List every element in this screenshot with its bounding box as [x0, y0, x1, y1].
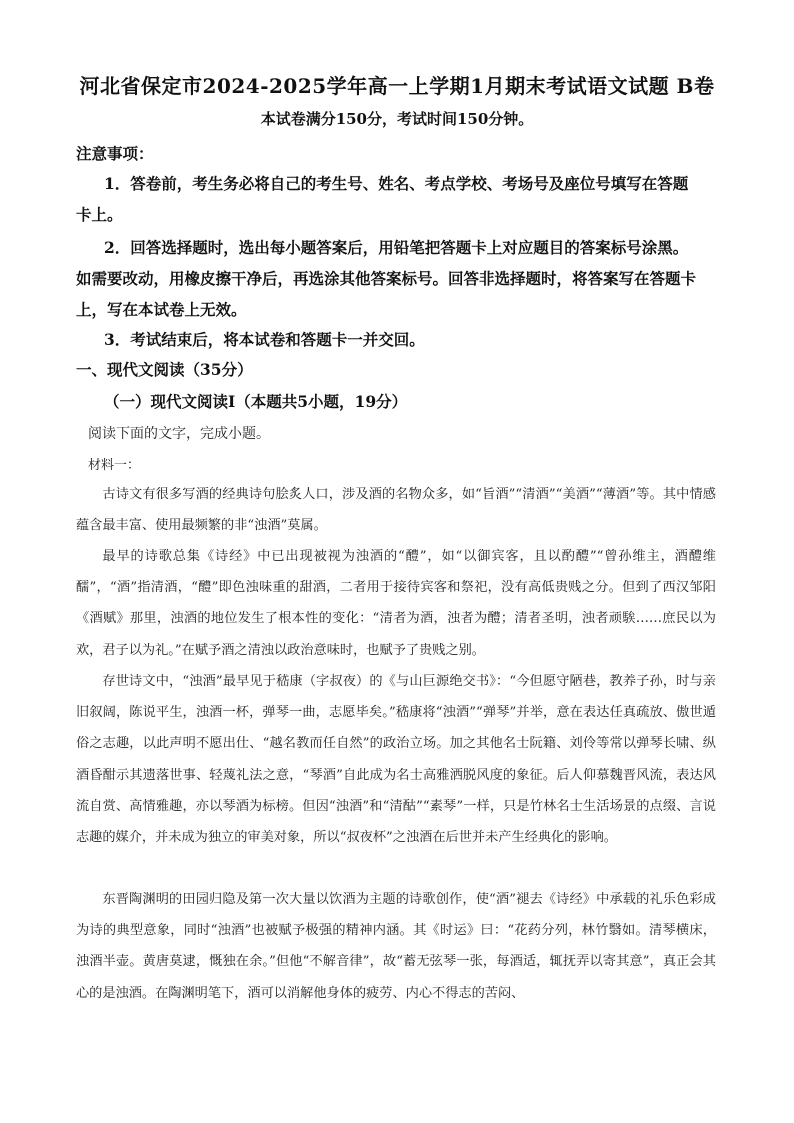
material-label: 材料一： — [88, 458, 141, 473]
passage-paragraph-1: 古诗文有很多写酒的经典诗句脍炙人口，涉及酒的名物众多，如“旨酒”“清酒”“美酒”“薄酒”等。其中情感蕴含最丰富、使用最频繁的非“浊酒”莫属。 — [76, 487, 716, 534]
reading-instruction: 阅读下面的文字，完成小题。 — [88, 426, 270, 442]
page-title: 河北省保定市2024-2025学年高一上学期1月期末考试语文试题 B卷 — [79, 74, 715, 98]
section-heading: 一、现代文阅读（35分） — [76, 360, 253, 379]
passage-paragraph-2: 最早的诗歌总集《诗经》中已出现被视为浊酒的“醴”，如“以御宾客，且以酌醴”“曾孙维主，酒醴维醹”，“酒”指清酒，“醴”即色浊味重的甜酒，二者用于接待宾客和祭祀，没有高低贵贱之分。但到了西汉邹阳《酒赋》那里，浊酒的地位发生了根本性的变化：“清者为酒，浊者为醴；清者圣明，浊者顽騃……庶民以为欢，君子以为礼。”在赋予酒之清浊以政治意味时，也赋予了贵贱之别。 — [76, 549, 716, 658]
note-item-1-line-2: 卡上。 — [76, 205, 123, 224]
notes-heading: 注意事项： — [76, 144, 154, 163]
exam-info: 本试卷满分150分，考试时间150分钟。 — [260, 110, 534, 128]
note-item-2-line-3: 上，写在本试卷上无效。 — [76, 300, 247, 319]
passage-paragraph-4: 东晋陶渊明的田园归隐及第一次大量以饮酒为主题的诗歌创作，使“酒”褪去《诗经》中承载的礼乐色彩成为诗的典型意象，同时“浊酒”也被赋予极强的精神内涵。其《时运》曰：“花药分列，林竹翳如。清琴横床，浊酒半壶。黄唐莫逮，慨独在余。”但他“不解音律”，故“蓄无弦琴一张，每酒适，辄抚弄以寄其意”，真正会其心的是浊酒。在陶渊明笔下，酒可以消解他身体的疲劳、内心不得志的苦闷、 — [76, 892, 716, 1001]
note-item-1-line-1: 1．答卷前，考生务必将自己的考生号、姓名、考点学校、考场号及座位号填写在答题 — [104, 174, 689, 193]
subsection-heading: （一）现代文阅读Ⅰ（本题共5小题，19分） — [104, 392, 408, 411]
note-item-3: 3．考试结束后，将本试卷和答题卡一并交回。 — [104, 330, 425, 349]
passage-paragraph-3: 存世诗文中，“浊酒”最早见于嵇康（字叔夜）的《与山巨源绝交书》：“今但愿守陋巷，教养子孙，时与亲旧叙阔，陈说平生，浊酒一杯，弹琴一曲，志愿毕矣。”嵇康将“浊酒”“弹琴”并举，意在表达任真疏放、傲世遁俗之志趣，以此声明不愿出仕、“越名教而任自然”的政治立场。加之其他名士阮籍、刘伶等常以弹琴长啸、纵酒昏酣示其遗落世事、轻蔑礼法之意，“琴酒”自此成为名士高雅洒脱风度的象征。后人仰慕魏晋风流，表达风流自赏、高情雅趣，亦以琴酒为标榜。但因“浊酒”和“清酤”“素琴”一样，只是竹林名士生活场景的点缀、言说志趣的媒介，并未成为独立的审美对象，所以“叔夜杯”之浊酒在后世并未产生经典化的影响。 — [76, 674, 716, 846]
note-item-2-line-1: 2．回答选择题时，选出每小题答案后，用铅笔把答题卡上对应题目的答案标号涂黑。 — [104, 238, 689, 257]
note-item-2-line-2: 如需要改动，用橡皮擦干净后，再选涂其他答案标号。回答非选择题时，将答案写在答题卡 — [76, 269, 697, 288]
